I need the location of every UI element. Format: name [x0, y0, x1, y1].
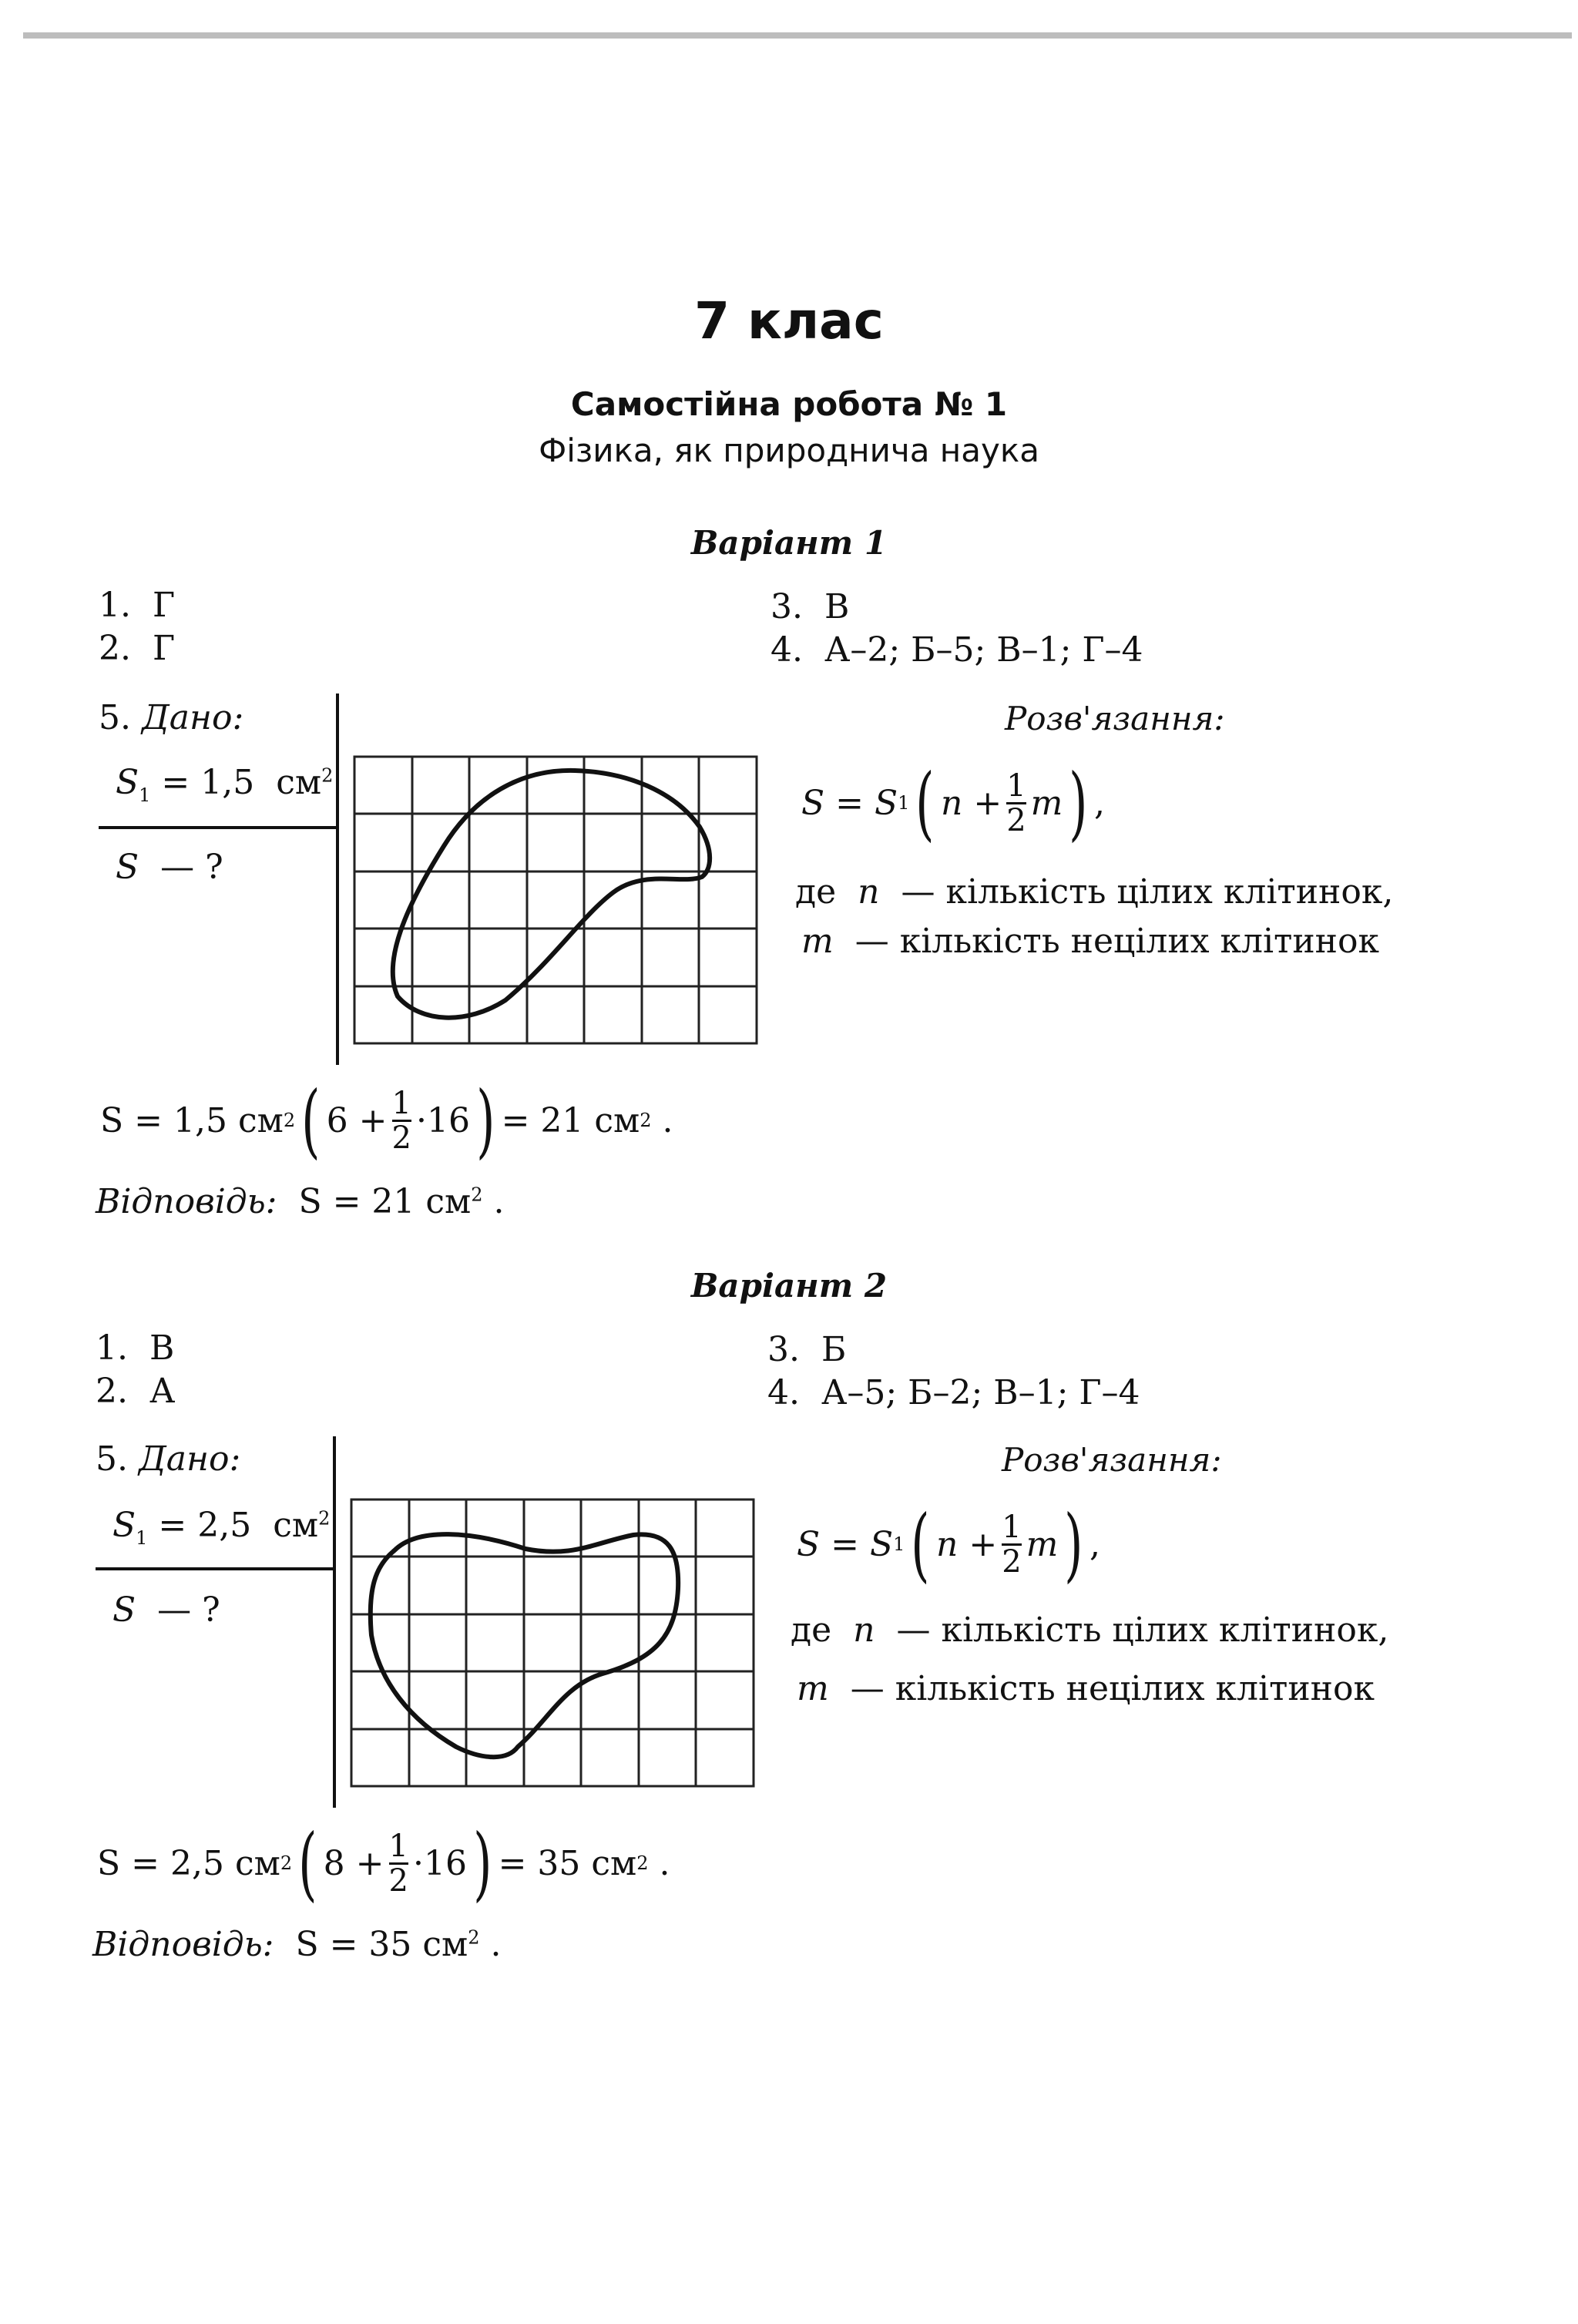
given-s1-value: 1,5 [200, 763, 255, 802]
given-s1: $S_1 = 2,5$ $см^2$ [112, 1506, 331, 1549]
formula: S = S 1 ( n + $\frac{1}{2}$ m ) , [801, 756, 1105, 850]
figure-grid-variant-2 [348, 1496, 757, 1789]
given-divider [96, 1567, 336, 1570]
where-line-1: де n — кількість цілих клітинок, [795, 872, 1394, 912]
answer-number: 4. [771, 630, 803, 670]
answer-2 [96, 1372, 175, 1411]
answer-number: 3. [767, 1330, 800, 1369]
answer-value: А–5; Б–2; В–1; Г–4 [821, 1373, 1140, 1412]
answer-number: 2. [99, 629, 131, 668]
answer-value: А–2; Б–5; В–1; Г–4 [824, 630, 1143, 670]
variant-1-heading: Варіант 1 [690, 524, 888, 562]
formula: S = S 1 ( n + $\frac{1}{2}$ m ) , [797, 1497, 1100, 1591]
answer-number: 4. [767, 1373, 800, 1412]
given-s1: $S_1 = 1,5$ $см^2$ [116, 763, 334, 806]
answer-3 [771, 587, 849, 626]
answer-1 [99, 586, 175, 625]
top-rule [23, 32, 1572, 39]
where-line-2: m — кількість нецілих клітинок [801, 922, 1379, 961]
solution-heading: Розв'язання: [1002, 1441, 1222, 1479]
answer-1 [96, 1328, 174, 1368]
answer-value: Г [153, 586, 176, 625]
given-label: Дано: [141, 698, 244, 737]
given-vertical-rule [333, 1436, 336, 1808]
given-s1-value: 2,5 [197, 1506, 252, 1545]
task-5-given-heading [96, 1439, 240, 1479]
fraction-one-half: $\frac{1}{2}$ [1006, 767, 1026, 838]
figure-shape [393, 771, 710, 1018]
fraction-one-half: $\frac{1}{2}$ [1002, 1509, 1022, 1580]
figure-grid-variant-1 [351, 754, 760, 1046]
where-line-1: де n — кількість цілих клітинок, [791, 1610, 1389, 1650]
answer-number: 3. [771, 587, 803, 626]
page-title: 7 клас [694, 291, 884, 351]
answer-number: 1. [99, 586, 131, 625]
find-s: S — ? [116, 848, 223, 887]
final-answer: Відповідь: S = 35 $см^2$ . [92, 1925, 502, 1964]
task-number: 5. [99, 698, 131, 737]
answer-value: В [824, 587, 850, 626]
variant-2-heading: Варіант 2 [690, 1267, 888, 1305]
answer-2 [99, 629, 175, 668]
topic-subtitle: Фізика, як природнича наука [539, 432, 1039, 469]
answer-number: 1. [96, 1328, 128, 1368]
solution-heading: Розв'язання: [1005, 700, 1225, 737]
given-vertical-rule [336, 694, 339, 1065]
given-divider [99, 826, 339, 829]
answer-value: Г [153, 629, 176, 668]
task-5-given-heading [99, 698, 243, 737]
answer-value: Б [821, 1330, 847, 1369]
given-label: Дано: [138, 1439, 241, 1479]
answer-3 [767, 1330, 846, 1369]
calculation-line: S = 2,5 см 2 ( 8 + $\frac{1}{2}$ · 16 ) = 35 см 2 . [97, 1816, 670, 1910]
answer-number: 2. [96, 1372, 128, 1411]
answer-value: В [149, 1328, 175, 1368]
answer-4 [771, 630, 1143, 670]
calculation-line: S = 1,5 см 2 ( 6 + $\frac{1}{2}$ · 16 ) = 21 см 2 . [100, 1073, 673, 1167]
work-title: Самостійна робота № 1 [570, 385, 1008, 423]
answer-value: А [149, 1372, 176, 1411]
where-line-2: m — кількість нецілих клітинок [797, 1669, 1375, 1708]
answer-4 [767, 1373, 1140, 1412]
final-answer: Відповідь: S = 21 $см^2$ . [96, 1182, 505, 1221]
find-s: S — ? [112, 1590, 220, 1630]
task-number: 5. [96, 1439, 128, 1479]
